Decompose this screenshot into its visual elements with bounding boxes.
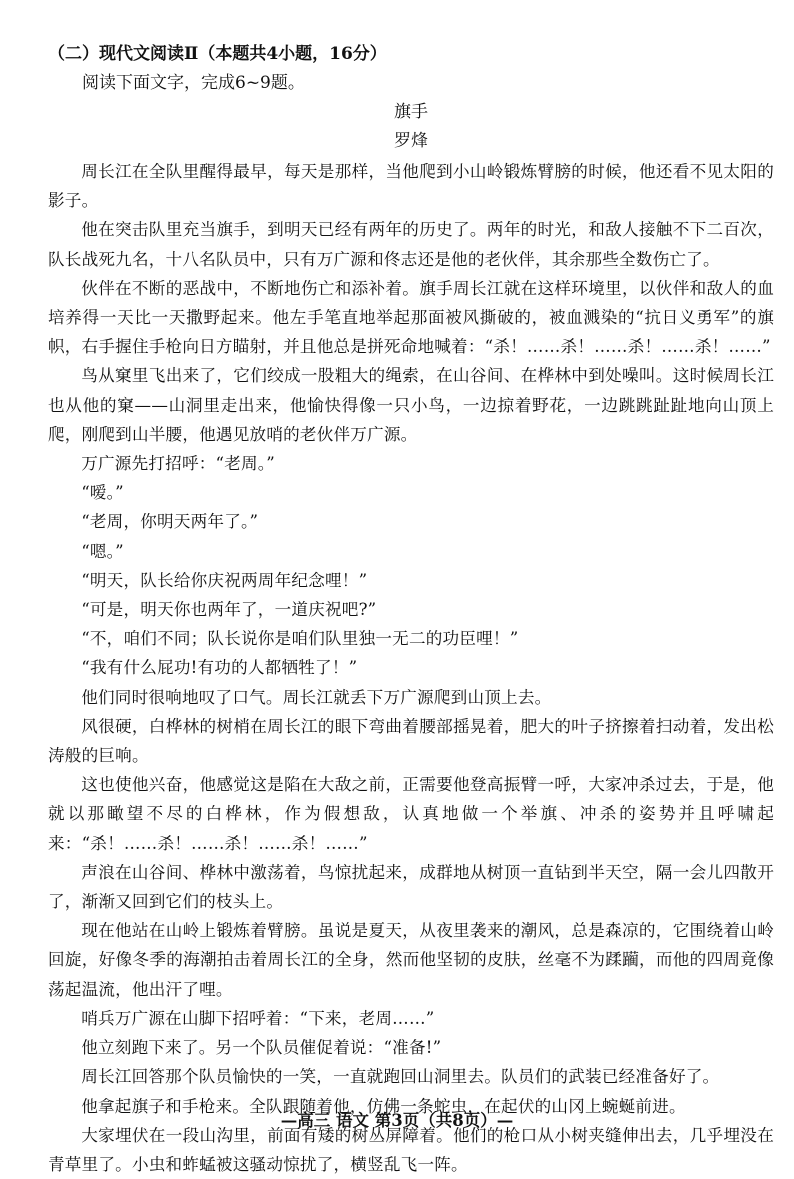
paragraph: 大家埋伏在一段山沟里，前面有矮的树丛屏障着。他们的枪口从小树夹缝伸出去，几乎埋没在青草里了。小虫和蚱蜢被这骚动惊扰了，横竖乱飞一阵。	[48, 1125, 774, 1174]
paragraph: 哨兵万广源在山脚下招呼着：“下来，老周……”	[81, 1008, 435, 1028]
paragraph: “嗳。”	[81, 483, 124, 503]
paragraph: “可是，明天你也两年了，一道庆祝吧?”	[81, 600, 377, 620]
paragraph: “嗯。”	[81, 541, 124, 561]
exam-page	[48, 40, 774, 1179]
paragraph: 现在他站在山岭上锻炼着臂膀。虽说是夏天，从夜里袭来的潮风，总是森凉的，它围绕着山岭回旋，好像冬季的海潮拍击着周长江的全身，然而他坚韧的皮肤，丝毫不为蹂躏，而他的四周竟像荡起温流，他出汗了哩。	[48, 921, 774, 999]
paragraph: 伙伴在不断的恶战中，不断地伤亡和添补着。旗手周长江就在这样环境里，以伙伴和敌人的血培养得一天比一天撒野起来。他左手笔直地举起那面被风撕破的，被血溅染的“抗日义勇军”的旗帜，右手握住手枪向日方瞄射，并且他总是拼死命地喊着：“杀！……杀！……杀！……杀！……”	[48, 278, 774, 357]
paragraph: 他立刻跑下来了。另一个队员催促着说：“准备!”	[81, 1038, 442, 1058]
article-title: 旗手	[394, 102, 428, 122]
paragraph: 鸟从窠里飞出来了，它们绞成一股粗大的绳索，在山谷间、在桦林中到处噪叫。这时候周长江也从他的窠——山洞里走出来，他愉快得像一只小鸟，一边掠着野花，一边跳跳趾趾地向山顶上爬，刚爬到山半腰，他遇见放哨的老伙伴万广源。	[48, 366, 774, 444]
paragraph: 周长江回答那个队员愉快的一笑，一直就跑回山洞里去。队员们的武装已经准备好了。	[81, 1067, 720, 1087]
paragraph: 他拿起旗子和手枪来。全队跟随着他，仿佛一条蛇虫，在起伏的山冈上蜿蜒前进。	[81, 1096, 686, 1116]
paragraph: 声浪在山谷间、桦林中激荡着，鸟惊扰起来，成群地从树顶一直钻到半天空，隔一会儿四散开了，渐渐又回到它们的枝头上。	[48, 862, 774, 912]
paragraph: 万广源先打招呼：“老周。”	[81, 454, 275, 474]
paragraph: “我有什么屁功!有功的人都牺牲了！”	[81, 658, 358, 678]
reading-instruction: 阅读下面文字，完成6~9题。	[82, 73, 305, 93]
section-header: （二）现代文阅读Ⅱ（本题共4小题，16分）	[48, 44, 387, 64]
paragraph: 他们同时很响地叹了口气。周长江就丢下万广源爬到山顶上去。	[81, 687, 552, 707]
paragraph: 风很硬，白桦林的树梢在周长江的眼下弯曲着腰部摇晃着，肥大的叶子挤擦着扫动着，发出松涛般的巨响。	[48, 716, 774, 766]
paragraph: 他在突击队里充当旗手，到明天已经有两年的历史了。两年的时光，和敌人接触不下二百次，队长战死九名，十八名队员中，只有万广源和佟志还是他的老伙伴，其余那些全数伤亡了。	[48, 220, 774, 269]
paragraph: 这也使他兴奋，他感觉这是陷在大敌之前，正需要他登高振臂一呼，大家冲杀过去，于是，他就以那瞰望不尽的白桦林，作为假想敌，认真地做一个举旗、冲杀的姿势并且呼啸起来：“杀！……杀！……杀！……杀！……”	[48, 775, 774, 853]
paragraph: 周长江在全队里醒得最早，每天是那样，当他爬到小山岭锻炼臂膀的时候，他还看不见太阳的影子。	[48, 162, 774, 211]
article-body	[48, 157, 774, 1179]
article-author: 罗烽	[394, 131, 428, 151]
paragraph: “老周，你明天两年了。”	[81, 512, 259, 532]
paragraph: “明天，队长给你庆祝两周年纪念哩！”	[81, 570, 368, 590]
paragraph: “不，咱们不同；队长说你是咱们队里独一无二的功臣哩！”	[81, 629, 519, 649]
page-footer: —高三 语文 第3页（共8页）—	[280, 1111, 514, 1130]
